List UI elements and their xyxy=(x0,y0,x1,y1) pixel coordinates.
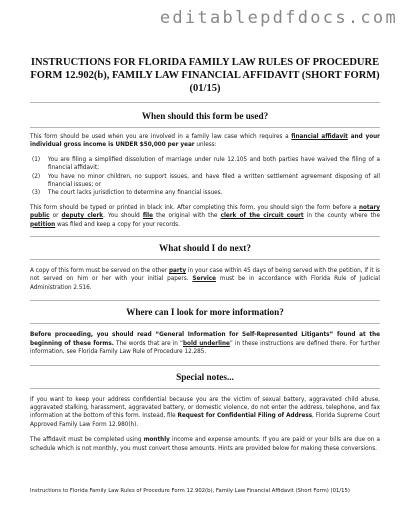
section-divider xyxy=(30,323,380,324)
term-notary-public[interactable]: notary public xyxy=(30,204,380,220)
document-title: INSTRUCTIONS FOR FLORIDA FAMILY LAW RULES OF PROCEDURE FORM 12.902(b), FAMILY LAW FINANCIAL AFFIDAVIT (SHORT FORM) (01/15) xyxy=(30,57,380,94)
list-item: (1) You are filing a simplified dissolution of marriage under rule 12.105 and both parties have waived the filing of a financial affidavit; xyxy=(32,156,380,172)
term-bold-underline: bold underline xyxy=(182,340,230,347)
page-footer: Instructions to Florida Family Law Rules of Procedure Form 12.902(b), Family Law Financial Affidavit (Short Form) (01/15) xyxy=(30,488,350,494)
list-item: (2) You have no minor children, no support issues, and have filed a written settlement agreement disposing of all financial issues; or xyxy=(32,173,380,189)
term-service[interactable]: Service xyxy=(192,276,217,283)
term-deputy-clerk[interactable]: deputy clerk xyxy=(61,213,104,220)
paragraph-confidential: If you want to keep your address confidential because you are the victim of sexual battery, aggravated child abuse, aggravated stalking, harassment, aggravated battery, or domestic violence, do not enter the address, telephone, and fax information at the bottom of this form. Instead, file Request for Confidential Filing of Address, Florida Supreme Court Approved Family Law Form 12.980(h). xyxy=(30,396,380,428)
list-item: (3) The court lacks jurisdiction to determine any financial issues. xyxy=(32,190,223,197)
term-clerk-circuit-court[interactable]: clerk of the circuit court xyxy=(220,213,304,220)
section-heading-special: Special notes... xyxy=(176,371,234,382)
section-divider xyxy=(30,300,380,301)
document-page xyxy=(30,56,380,453)
term-financial-affidavit[interactable]: financial affidavit xyxy=(291,134,348,140)
section-divider xyxy=(30,365,380,366)
term-party[interactable]: party xyxy=(168,268,187,275)
term-request-confidential-filing: Request for Confidential Filing of Address xyxy=(177,413,313,420)
section-heading-when: When should this form be used? xyxy=(141,111,269,121)
term-petition[interactable]: petition xyxy=(30,221,56,228)
section-divider xyxy=(30,236,380,237)
paragraph-info: Before proceeding, you should read “General Information for Self-Represented Litigants” found at the beginning of these forms. The words that are in “bold underline” in these instructions are defined there. For further information, see Florida Family Law Rule of Procedure 12.285. xyxy=(30,332,380,356)
paragraph-monthly: The affidavit must be completed using monthly income and expense amounts. If you are paid or your bills are due on a schedule which is not monthly, you must convert those amounts. Hints are provided below for making these conversions. xyxy=(30,437,380,452)
title-divider xyxy=(30,102,380,103)
watermark: editablepdfdocs.com xyxy=(159,8,398,28)
section-heading-next: What should I do next? xyxy=(159,243,251,254)
paragraph-when-intro: This form should be used when you are involved in a family law case which requires a financial affidavit and your individual gross income is UNDER $50,000 per year unless: xyxy=(30,134,380,149)
section-divider xyxy=(30,259,380,260)
term-file[interactable]: file xyxy=(142,213,153,220)
paragraph-signing: This form should be typed or printed in black ink. After completing this form, you should sign the form before a notary public or deputy clerk. You should file the original with the clerk of the circuit court in the county where the petition was filed and keep a copy for your records. xyxy=(30,204,380,228)
section-heading-info: Where can I look for more information? xyxy=(126,307,284,318)
section-divider xyxy=(30,127,380,128)
conditions-list xyxy=(30,156,380,198)
section-divider xyxy=(30,388,380,389)
paragraph-next: A copy of this form must be served on the other party in your case within 45 days of being served with the petition, if it is not served on him or her with your initial papers. Service must be in accordance with Florida Rule of Judicial Administration 2.516. xyxy=(30,268,380,291)
